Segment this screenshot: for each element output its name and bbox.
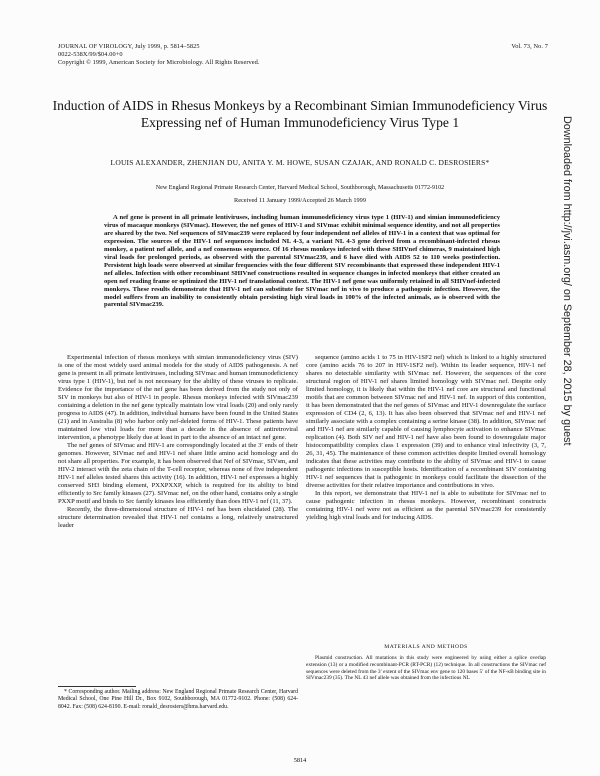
corresponding-author-footnote: * Corresponding author. Mailing address: New England Regional Primate Research Center, Harvard Medical School, One Pine Hill Dr., Box 9102, Southborough, MA 01772-9102. Phone: (508) 624-8042. Fax: (508) 624-8190. E-mail: ronald_desrosiers@hms.harvard.edu.	[58, 689, 298, 710]
journal-issn: 0022-538X/99/$04.00+0	[58, 51, 123, 59]
journal-header	[58, 43, 548, 68]
article-title: Induction of AIDS in Rhesus Monkeys by a Recombinant Simian Immunodeficiency Virus Expressing nef of Human Immunodeficiency Virus Type 1	[52, 98, 548, 130]
received-dates: Received 11 January 1999/Accepted 26 March 1999	[234, 197, 366, 204]
journal-copyright: Copyright © 1999, American Society for Microbiology. All Rights Reserved.	[58, 59, 260, 67]
body-paragraph: sequence (amino acids 1 to 75 in HIV-1SF2 nef) which is linked to a highly structured core (amino acids 76 to 207 in HIV-1SF2 nef). Within its leader sequence, HIV-1 nef shares no detectable similarity with SIVmac nef. However, the sequences of the core structural region of HIV-1 nef shares limited homology with SIVmac nef. Despite only limited homology, it is likely that within the HIV-1 nef core are structural and functional motifs that are common between SIVmac nef and HIV-1 nef. In support of this contention, it has been demonstrated that the nef genes of SIVmac and HIV-1 downregulate the surface expression of CD4 (2, 6, 13). It has also been observed that SIVmac nef and HIV-1 nef similarly associate with a complex containing a serine kinase (38). In addition, SIVmac nef and HIV-1 nef are similarly capable of causing lymphocyte activation to enhance SIVmac replication (4). Both SIV nef and HIV-1 nef have also been found to downregulate major histocompatibility complex class 1 expression (39) and to enhance viral infectivity (3, 7, 26, 31, 45). The maintenance of these common activities despite limited overall homology indicates that these activities may contribute to the ability of SIVmac and HIV-1 to cause pathogenic infections in susceptible hosts. Identification of a recombinant SIV containing HIV-1 nef sequences that is pathogenic in monkeys could facilitate the dissection of the diverse activities for their relative importance and contributions in vivo.	[306, 354, 546, 490]
page-number: 5814	[293, 757, 307, 764]
body-paragraph: Experimental infection of rhesus monkeys with simian immunodeficiency virus (SIV) is one of the most widely used animal models for the study of AIDS pathogenesis. A nef gene is present in all primate lentiviruses, including SIVmac and human immunodeficiency virus type 1 (HIV-1), but nef is not necessary for the ability of these viruses to replicate. Evidence for the importance of the nef gene has been derived from the study not only of SIV in monkeys but also of HIV-1 in people. Rhesus monkeys infected with SIVmac239 containing a deletion in the nef gene typically maintain low viral loads (20) and only rarely progress to AIDS (47). In addition, individual humans have been found in the United States (21) and in Australia (8) who harbor only nef-deleted forms of HIV-1. These patients have maintained low viral loads for more than a decade in the absence of antiretroviral intervention, a phenotype likely due at least in part to the absence of an intact nef gene.	[58, 354, 298, 442]
abstract: A nef gene is present in all primate lentiviruses, including human immunodeficiency virus type 1 (HIV-1) and simian immunodeficiency virus of macaque monkeys (SIVmac). However, the nef genes of HIV-1 and SIVmac exhibit minimal sequence identity, and not all properties are shared by the two. Nef sequences of SIVmac239 were replaced by four independent nef alleles of HIV-1 in a context that was optimal for expression. The sources of the HIV-1 nef sequences included NL 4-3, a variant NL 4-3 gene derived from a recombinant-infected rhesus monkey, a patient nef allele, and a nef consensus sequence. Of 16 rhesus monkeys infected with these SHIVnef chimeras, 9 maintained high viral loads for prolonged periods, as observed with the parental SIVmac239, and 6 have died with AIDS 52 to 110 weeks postinfection. Persistent high loads were observed at similar frequencies with the four different SIV recombinants that expressed these independent HIV-1 nef alleles. Infection with other recombinant SHIVnef constructions resulted in sequence changes in infected monkeys that either created an open nef reading frame or optimized the HIV-1 nef translational context. The HIV-1 nef gene was uniformly retained in all SHIVnef-infected monkeys. These results demonstrate that HIV-1 nef can substitute for SIVmac nef in vivo to produce a pathogenic infection. However, the model suffers from an inability to consistently obtain persisting high viral loads in 100% of the infected animals, as is observed with the parental SIVmac239.	[104, 214, 500, 309]
body-paragraph: In this report, we demonstrate that HIV-1 nef is able to substitute for SIVmac nef to cause pathogenic infection in rhesus monkeys. However, recombinant constructs containing HIV-1 nef were not as efficient as the parental SIVmac239 for consistently yielding high viral loads and for inducing AIDS.	[306, 490, 546, 522]
body-column-right	[306, 354, 546, 522]
body-paragraph: Recently, the three-dimensional structure of HIV-1 nef has been elucidated (28). The structure determination revealed that HIV-1 nef contains a long, relatively unstructured leader	[58, 506, 298, 530]
article-authors: LOUIS ALEXANDER, ZHENJIAN DU, ANITA Y. M. HOWE, SUSAN CZAJAK, AND RONALD C. DESROSIERS*	[110, 158, 490, 167]
footnote-divider	[58, 686, 136, 687]
body-column-left	[58, 354, 298, 530]
journal-volume: Vol. 73, No. 7	[511, 43, 548, 50]
methods-paragraph: Plasmid construction. All mutations in this study were engineered by using either a splice overlap extension (13) or a modified recombinant-PCR (RT-PCR) (12) technique. In all constructions the SIVmac nef sequences were deleted from the 3′ extent of the SIVmac env gene to 120 bases 5′ of the NF-κB binding site in SIVmac239 (35). The NL 43 nef allele was obtained from the infectious NL	[306, 655, 546, 682]
article-affiliation: New England Regional Primate Research Center, Harvard Medical School, Southborough, Massachusetts 01772-9102	[155, 185, 445, 191]
section-heading: MATERIALS AND METHODS	[384, 644, 468, 650]
download-watermark: Downloaded from http://jvi.asm.org/ on September 28, 2015 by guest	[561, 116, 573, 446]
journal-citation: JOURNAL OF VIROLOGY, July 1999, p. 5814–5825	[58, 43, 200, 50]
body-paragraph: The nef genes of SIVmac and HIV-1 are correspondingly located at the 3′ ends of their genomes. However, SIVmac nef and HIV-1 nef share little amino acid homology and do not share all properties. For example, it has been observed that Nef of SIVmac, SIVsm, and HIV-2 interact with the zeta chain of the T-cell receptor, whereas none of five independent HIV-1 nef alleles tested shares this activity (16). In addition, HIV-1 nef expresses a highly conserved SH3 binding element, PXXPXXP, which is required for its ability to bind efficiently to Src family kinases (27). SIVmac nef, on the other hand, contains only a single PXXP motif and binds to Src family kinases less efficiently than does HIV-1 nef (11, 37).	[58, 442, 298, 506]
